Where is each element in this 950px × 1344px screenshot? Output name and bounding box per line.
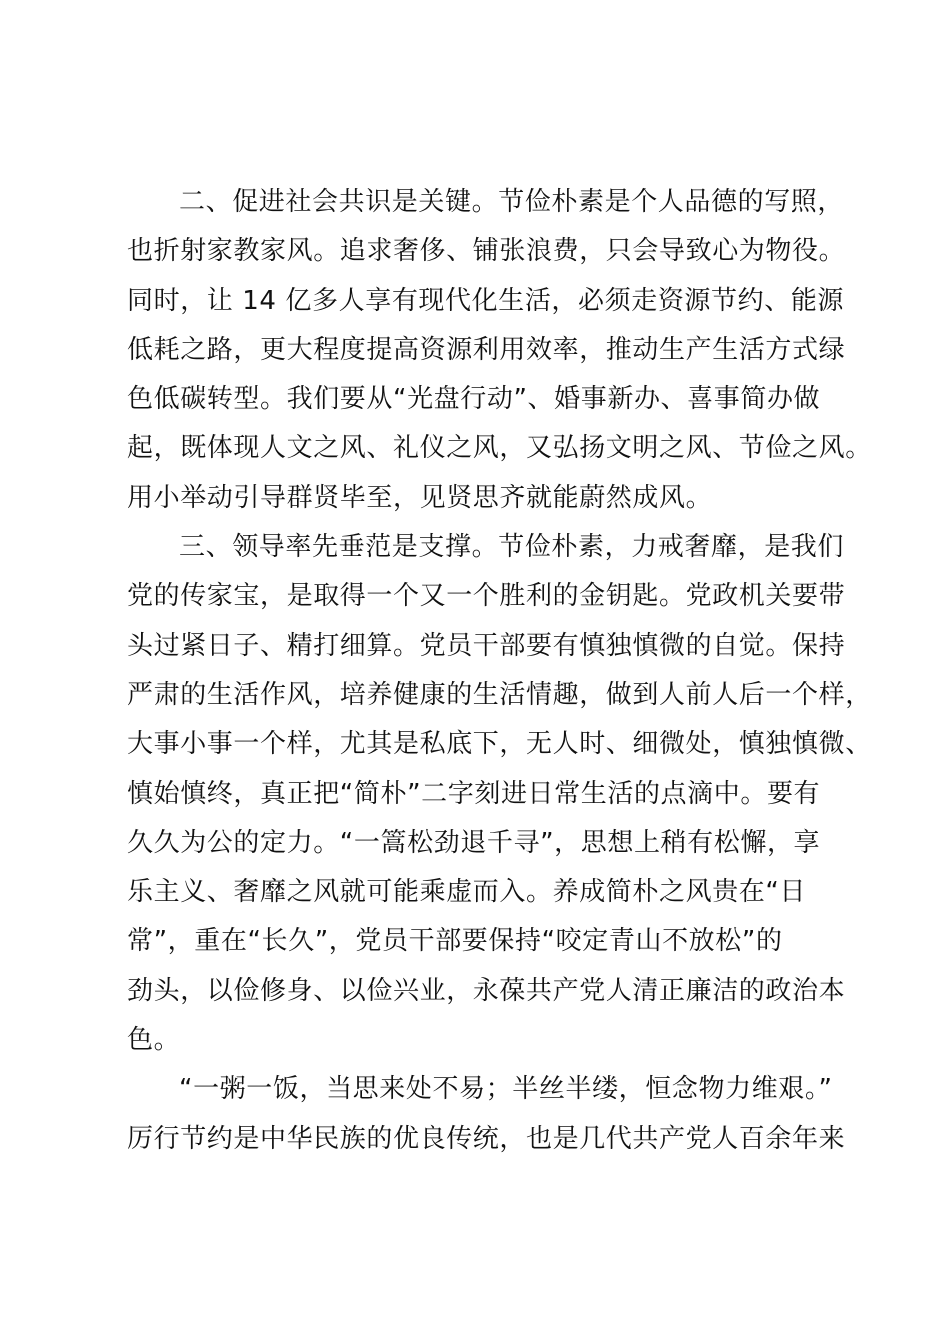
paragraph-line: “一粥一饭，当思来处不易；半丝半缕，恒念物力维艰。”	[179, 1074, 833, 1105]
paragraph-line: 起，既体现人文之风、礼仪之风，又弘扬文明之风、节俭之风。	[127, 433, 872, 464]
paragraph-line: 头过紧日子、精打细算。党员干部要有慎独慎微的自觉。保持	[127, 630, 846, 661]
paragraph-line: 久久为公的定力。“一篙松劲退千寻”，思想上稍有松懈，享	[127, 827, 821, 858]
paragraph-line: 色低碳转型。我们要从“光盘行动”、婚事新办、喜事简办做	[127, 384, 821, 415]
paragraph-line: 慎始慎终，真正把“简朴”二字刻进日常生活的点滴中。要有	[127, 778, 821, 809]
paragraph-line: 也折射家教家风。追求奢侈、铺张浪费，只会导致心为物役。	[127, 236, 846, 267]
paragraph-line: 严肃的生活作风，培养健康的生活情趣，做到人前人后一个样，	[127, 679, 872, 710]
paragraph-line: 同时，让 14 亿多人享有现代化生活，必须走资源节约、能源	[127, 285, 845, 316]
paragraph-line: 二、促进社会共识是关键。节俭朴素是个人品德的写照，	[179, 187, 845, 217]
paragraph-line: 用小举动引导群贤毕至，见贤思齐就能蔚然成风。	[127, 482, 713, 513]
paragraph-leadership-example	[127, 523, 872, 1065]
paragraph-line: 劲头，以俭修身、以俭兴业，永葆共产党人清正廉洁的政治本	[127, 975, 846, 1006]
document-body	[127, 178, 872, 1164]
paragraph-line: 色。	[127, 1025, 181, 1056]
paragraph-line: 常”，重在“长久”，党员干部要保持“咬定青山不放松”的	[127, 926, 783, 957]
paragraph-line: 低耗之路，更大程度提高资源利用效率，推动生产生活方式绿	[127, 334, 846, 365]
paragraph-line: 厉行节约是中华民族的优良传统，也是几代共产党人百余年来	[127, 1123, 846, 1154]
paragraph-line: 三、领导率先垂范是支撑。节俭朴素，力戒奢靡，是我们	[179, 532, 845, 563]
paragraph-quote-frugality	[127, 1065, 855, 1164]
paragraph-social-consensus	[127, 178, 872, 523]
paragraph-line: 乐主义、奢靡之风就可能乘虚而入。养成简朴之风贵在“日	[127, 877, 807, 908]
paragraph-line: 大事小事一个样，尤其是私底下，无人时、细微处，慎独慎微、	[127, 729, 872, 760]
paragraph-line: 党的传家宝，是取得一个又一个胜利的金钥匙。党政机关要带	[127, 581, 846, 612]
